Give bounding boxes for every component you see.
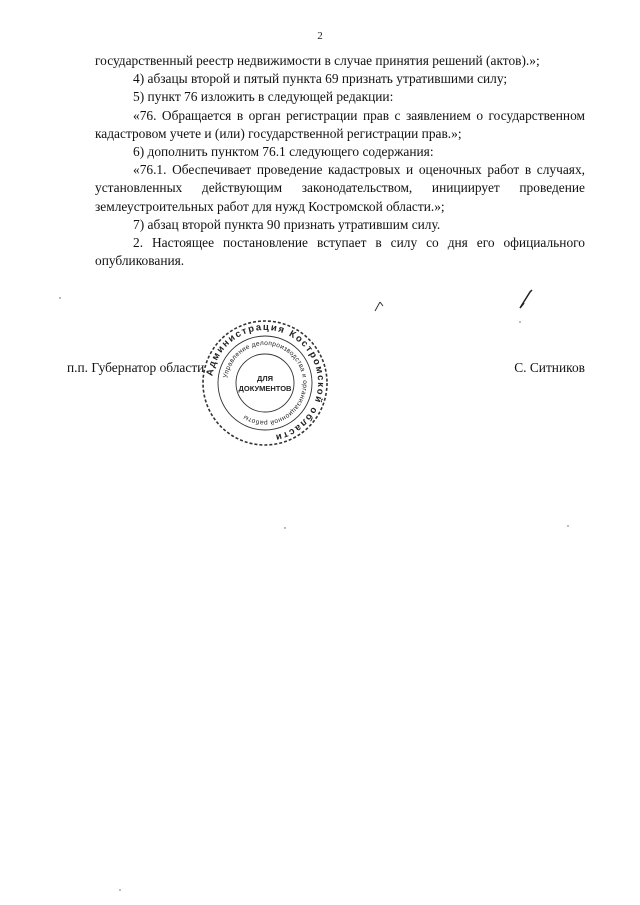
paragraph-item-7: 7) абзац второй пункта 90 признать утратившим силу.	[133, 216, 441, 232]
handwritten-mark-right	[520, 290, 532, 308]
seal-inner-text: Управление делопроизводства и организационной работы	[222, 339, 309, 427]
scan-speck	[567, 525, 568, 526]
scan-speck	[59, 297, 60, 298]
paragraph-quote-76-1: «76.1. Обеспечивает проведение кадастровых и оценочных работ в случаях, установленных действующим законодательством, инициирует проведение землеустроительных работ для нужд Костромской области.»;	[95, 162, 585, 214]
signatory-name: С. Ситников	[514, 360, 585, 375]
paragraph-item-4: 4) абзацы второй и пятый пункта 69 признать утратившими силу;	[133, 71, 508, 87]
seal-outer-text: Администрация Костромской области	[204, 321, 327, 444]
seal-outer-edge	[203, 321, 327, 445]
paragraph-item-6: 6) дополнить пунктом 76.1 следующего содержания:	[133, 144, 434, 160]
handwritten-mark-left	[375, 302, 383, 311]
scan-speck	[119, 889, 120, 890]
seal-center-line-1: ДЛЯ	[257, 374, 273, 383]
seal-inner-ring	[236, 354, 294, 412]
paragraph-clause-2: 2. Настоящее постановление вступает в силу со дня его официального опубликования.	[95, 235, 585, 269]
paragraph-quote-76: «76. Обращается в орган регистрации прав с заявлением о государственном кадастровом учете и (или) государственной регистрации прав.»;	[95, 107, 585, 141]
paragraph-continuation: государственный реестр недвижимости в случае принятия решений (актов).»;	[95, 53, 540, 68]
document-body	[95, 52, 585, 270]
official-seal	[200, 318, 330, 448]
seal-center-line-2: ДОКУМЕНТОВ	[238, 384, 292, 393]
seal-middle-ring	[218, 336, 312, 430]
paragraph-item-5: 5) пункт 76 изложить в следующей редакции:	[133, 89, 394, 105]
scan-speck	[284, 527, 285, 528]
scan-speck	[519, 321, 520, 322]
signatory-position: п.п. Губернатор области	[67, 360, 205, 375]
page-number: 2	[317, 30, 323, 42]
